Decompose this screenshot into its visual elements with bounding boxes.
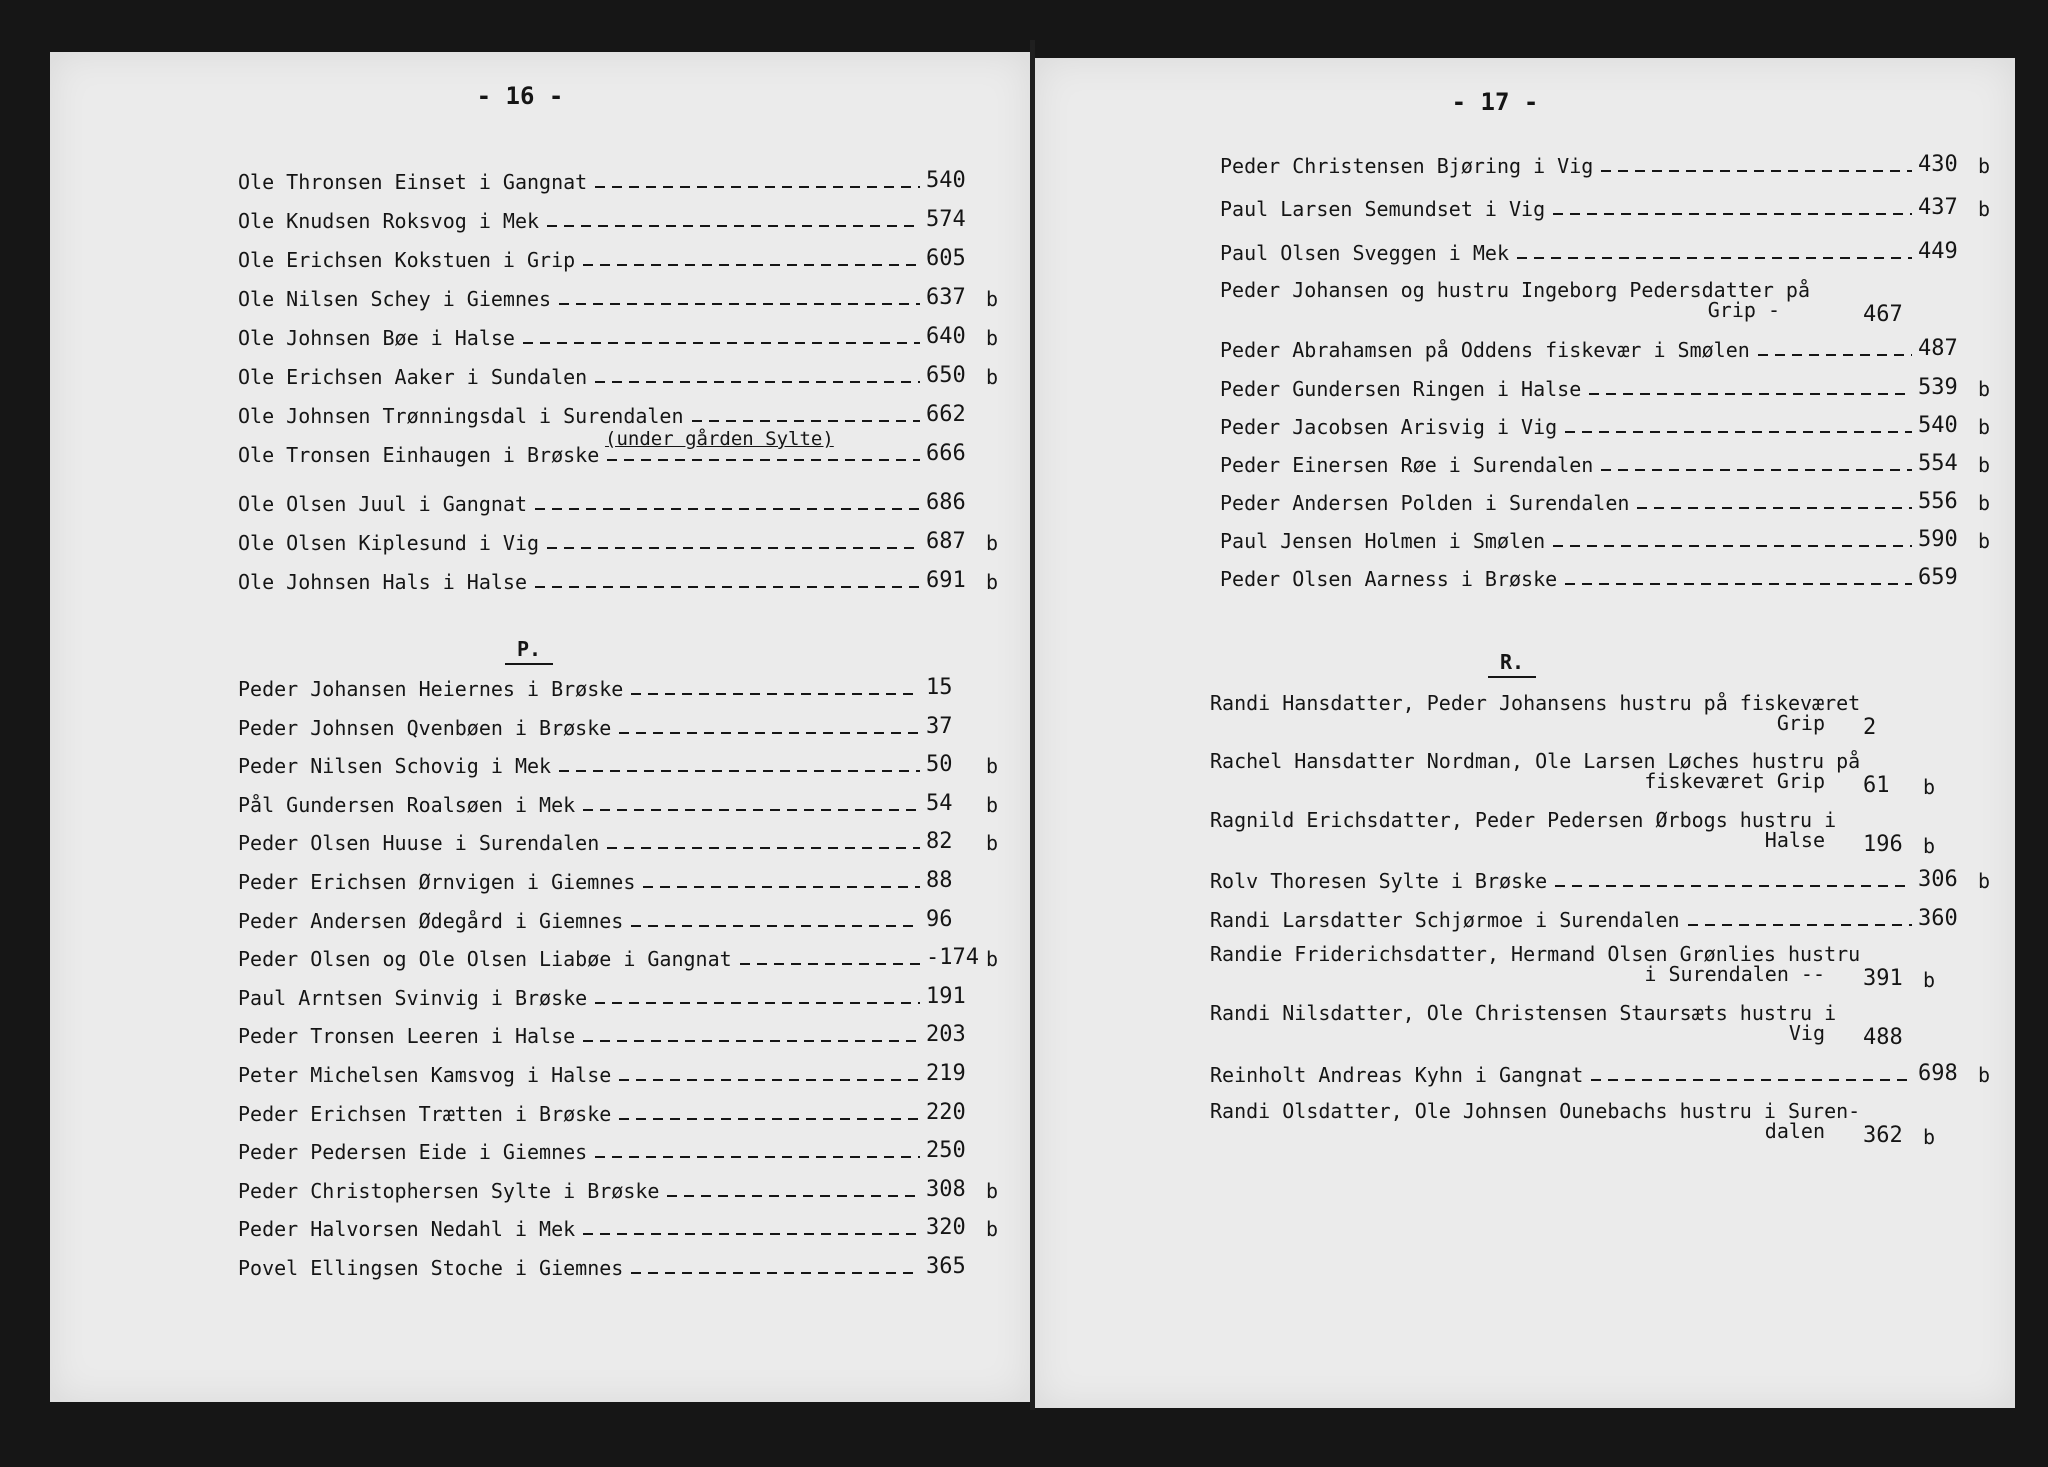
entry-page-number: 540 (926, 168, 966, 193)
entry-name: Peder Christensen Bjøring i Vig (1220, 154, 1594, 178)
entry-page-number: 666 (926, 441, 966, 466)
index-entry (238, 570, 1008, 592)
entry-name-line2: Vig (1788, 1021, 1825, 1045)
entry-page-number: 15 (926, 675, 953, 700)
entry-page-number: 2 (1863, 715, 1877, 740)
entry-page-number: 539 (1918, 375, 1958, 400)
index-entry (1220, 529, 2000, 551)
entry-name: Randi Larsdatter Schjørmoe i Surendalen (1210, 908, 1680, 932)
index-entry (238, 170, 1008, 192)
entry-page-number: 54 (926, 790, 953, 816)
entry-page-number: 196 (1863, 832, 1903, 857)
entry-name-line1: Randi Olsdatter, Ole Johnsen Ounebachs hustru i Suren- (1210, 1099, 1861, 1123)
entry-name: Peder Erichsen Ørnvigen i Giemnes (238, 870, 636, 894)
dot-leader (595, 1002, 920, 1004)
entry-name: Ole Johnsen Trønningsdal i Surendalen (238, 404, 684, 428)
entry-page-number: 605 (926, 246, 966, 271)
entry-suffix: b (1978, 154, 1991, 178)
index-entry (1220, 567, 2000, 589)
dot-leader (547, 547, 920, 549)
entry-name: Ole Erichsen Aaker i Sundalen (238, 365, 588, 389)
entry-page-number: 437 (1918, 195, 1958, 220)
index-entry (238, 752, 1008, 779)
right-index-entries (1035, 58, 2015, 1408)
left-index-entries (50, 52, 1030, 1402)
entry-suffix: b (1978, 1063, 1991, 1087)
entry-page-number: 467 (1863, 302, 1903, 327)
entry-name: Ole Olsen Kiplesund i Vig (238, 531, 540, 555)
entry-page-number: 365 (926, 1254, 966, 1279)
index-entry (1220, 154, 2000, 176)
entry-name: Peder Tronsen Leeren i Halse (238, 1024, 576, 1049)
entry-name-line2: fiskeværet Grip (1644, 769, 1825, 793)
entry-page-number: 698 (1918, 1061, 1958, 1086)
entry-page-number: 556 (1918, 489, 1958, 514)
entry-page-number: 191 (926, 983, 966, 1009)
index-entry (238, 1022, 1008, 1049)
entry-suffix: b (1978, 197, 1991, 221)
dot-leader (619, 732, 920, 734)
entry-suffix: b (1978, 453, 1991, 477)
index-entry (238, 1215, 1008, 1242)
entry-page-number: 220 (926, 1099, 966, 1125)
index-entry (238, 1176, 1008, 1203)
entry-name-line1: Randi Nilsdatter, Ole Christensen Staursæts hustru i (1210, 1001, 1837, 1025)
entry-name: Povel Ellingsen Stoche i Giemnes (238, 1256, 624, 1280)
dot-leader (1758, 354, 1912, 356)
dot-leader (1637, 507, 1912, 509)
dot-leader (692, 420, 920, 422)
entry-name-line2: Grip (1776, 711, 1825, 735)
index-entry-multiline (1210, 808, 1837, 852)
index-entry-multiline (1210, 691, 1861, 735)
index-entry (238, 404, 1008, 426)
left-page (50, 52, 1030, 1402)
entry-name: Peter Michelsen Kamsvog i Halse (238, 1063, 612, 1087)
index-entry (238, 365, 1008, 387)
entry-page-number: 449 (1918, 239, 1958, 264)
dot-leader (547, 225, 920, 227)
entry-name: Peder Halvorsen Nedahl i Mek (238, 1217, 576, 1242)
entry-page-number: 650 (926, 363, 966, 388)
dot-leader (607, 847, 920, 849)
dot-leader (1565, 431, 1912, 433)
dot-leader (595, 1156, 920, 1158)
entry-page-number: 540 (1918, 413, 1958, 438)
entry-name: Peder Johnsen Qvenbøen i Brøske (238, 715, 612, 740)
entry-name: Peder Olsen Aarness i Brøske (1220, 567, 1558, 591)
entry-name: Peder Abrahamsen på Oddens fiskevær i Smølen (1220, 338, 1750, 362)
entry-suffix: b (986, 570, 999, 594)
dot-leader (1688, 924, 1912, 926)
entry-page-number: 96 (926, 906, 953, 932)
dot-leader (1565, 583, 1912, 585)
index-entry (1220, 415, 2000, 437)
entry-suffix: b (986, 531, 999, 555)
dot-leader (559, 303, 920, 305)
entry-name: Ole Johnsen Hals i Halse (238, 570, 527, 594)
entry-suffix: b (986, 1217, 999, 1242)
entry-name-line2: dalen (1764, 1119, 1825, 1143)
index-entry-multiline (1220, 278, 1811, 322)
dot-leader (1553, 213, 1912, 215)
index-entry (1220, 491, 2000, 513)
entry-name-line2: Halse (1764, 828, 1825, 852)
entry-name: Peder Olsen Huuse i Surendalen (238, 831, 600, 856)
dot-leader (583, 809, 920, 811)
entry-suffix: b (1923, 834, 1936, 858)
entry-page-number: 320 (926, 1215, 966, 1241)
entry-name: Paul Larsen Semundset i Vig (1220, 197, 1546, 221)
entry-page-number: 430 (1918, 152, 1958, 177)
index-entry (1210, 908, 2000, 930)
entry-name: Peder Andersen Polden i Surendalen (1220, 491, 1630, 515)
entry-name: Peder Pedersen Eide i Giemnes (238, 1140, 588, 1165)
index-entry (1210, 869, 2000, 891)
entry-name: Paul Arntsen Svinvig i Brøske (238, 985, 588, 1010)
entry-name: Reinholt Andreas Kyhn i Gangnat (1210, 1063, 1584, 1087)
entry-page-number: 250 (926, 1138, 966, 1164)
note-under-gaarden: (under gården Sylte) (605, 428, 834, 450)
dot-leader (1553, 545, 1912, 547)
entry-name: Ole Knudsen Roksvog i Mek (238, 209, 540, 233)
dot-leader (631, 693, 920, 695)
entry-name-line1: Randie Friderichsdatter, Hermand Olsen Grønlies hustru (1210, 942, 1861, 966)
entry-name: Peder Nilsen Schovig i Mek (238, 754, 552, 779)
dot-leader (607, 459, 920, 461)
entry-page-number: 691 (926, 568, 966, 593)
entry-name-line2: i Surendalen -- (1644, 962, 1825, 986)
entry-page-number: -174 (926, 945, 979, 971)
entry-name-line2: Grip - (1707, 298, 1780, 322)
index-entry (238, 713, 1008, 740)
entry-name: Rolv Thoresen Sylte i Brøske (1210, 869, 1548, 893)
entry-page-number: 82 (926, 829, 953, 855)
dot-leader (1591, 1079, 1912, 1081)
index-entry (238, 906, 1008, 933)
index-entry (1220, 338, 2000, 360)
entry-suffix: b (986, 1178, 999, 1203)
index-entry (238, 829, 1008, 856)
entry-name-line1: Peder Johansen og hustru Ingeborg Pedersdatter på (1220, 278, 1811, 302)
section-letter-r: R. (1488, 650, 1536, 678)
index-entry (238, 209, 1008, 231)
right-page (1035, 58, 2015, 1408)
dot-leader (643, 886, 920, 888)
index-entry (238, 492, 1008, 514)
dot-leader (535, 508, 920, 510)
entry-name: Peder Christophersen Sylte i Brøske (238, 1178, 660, 1203)
entry-suffix: b (986, 792, 999, 817)
entry-page-number: 574 (926, 207, 966, 232)
dot-leader (535, 586, 920, 588)
index-entry (238, 531, 1008, 553)
index-entry-multiline (1210, 1099, 1861, 1143)
dot-leader (583, 1233, 920, 1235)
entry-suffix: b (1978, 529, 1991, 553)
entry-page-number: 88 (926, 868, 953, 893)
entry-suffix: b (1923, 1125, 1936, 1149)
entry-name: Peder Jacobsen Arisvig i Vig (1220, 415, 1558, 439)
entry-suffix: b (986, 287, 999, 311)
dot-leader (1601, 170, 1912, 172)
entry-page-number: 219 (926, 1061, 966, 1086)
index-entry (238, 1256, 1008, 1278)
entry-name: Peder Olsen og Ole Olsen Liabøe i Gangnat (238, 947, 732, 972)
entry-suffix: b (986, 831, 999, 856)
entry-name: Peder Einersen Røe i Surendalen (1220, 453, 1594, 477)
index-entry (238, 870, 1008, 892)
entry-name: Paul Jensen Holmen i Smølen (1220, 529, 1546, 553)
entry-page-number: 590 (1918, 527, 1958, 552)
dot-leader (619, 1118, 920, 1120)
entry-page-number: 203 (926, 1022, 966, 1048)
entry-page-number: 662 (926, 402, 966, 427)
index-entry (238, 790, 1008, 817)
page-number-17: - 17 - (1451, 88, 1539, 116)
entry-page-number: 488 (1863, 1025, 1903, 1050)
entry-name: Ole Erichsen Kokstuen i Grip (238, 248, 576, 272)
dot-leader (631, 925, 920, 927)
index-entry (238, 1063, 1008, 1085)
entry-suffix: b (986, 754, 999, 779)
dot-leader (619, 1079, 920, 1081)
dot-leader (523, 342, 920, 344)
index-entry (1220, 377, 2000, 399)
entry-name-line1: Rachel Hansdatter Nordman, Ole Larsen Løches hustru på (1210, 749, 1861, 773)
dot-leader (1589, 393, 1912, 395)
entry-name: Peder Andersen Ødegård i Giemnes (238, 908, 624, 933)
index-entry (238, 326, 1008, 348)
entry-suffix: b (1978, 869, 1991, 893)
page-number-16: - 16 - (476, 82, 564, 110)
entry-page-number: 61 (1863, 773, 1890, 798)
entry-suffix: b (1923, 968, 1936, 992)
entry-name: Ole Tronsen Einhaugen i Brøske (238, 443, 600, 467)
index-entry (238, 945, 1008, 972)
dot-leader (559, 770, 920, 772)
index-entry (238, 287, 1008, 309)
entry-name: Peder Johansen Heiernes i Brøske (238, 677, 624, 701)
entry-page-number: 362 (1863, 1123, 1903, 1148)
entry-page-number: 308 (926, 1176, 966, 1202)
entry-name: Ole Nilsen Schey i Giemnes (238, 287, 552, 311)
dot-leader (740, 963, 920, 965)
dot-leader (583, 264, 920, 266)
entry-page-number: 659 (1918, 565, 1958, 590)
section-letter-p: P. (505, 637, 553, 665)
entry-name: Ole Olsen Juul i Gangnat (238, 492, 527, 516)
entry-suffix: b (986, 365, 999, 389)
entry-page-number: 487 (1918, 336, 1958, 361)
entry-page-number: 637 (926, 285, 966, 310)
dot-leader (1517, 257, 1912, 259)
dot-leader (583, 1040, 920, 1042)
index-entry (238, 248, 1008, 270)
dot-leader (595, 186, 920, 188)
index-entry (238, 677, 1008, 699)
entry-name-line1: Randi Hansdatter, Peder Johansens hustru på fiskeværet (1210, 691, 1861, 715)
index-entry-multiline (1210, 749, 1861, 793)
dot-leader (595, 381, 920, 383)
dot-leader (1601, 469, 1912, 471)
entry-name: Ole Thronsen Einset i Gangnat (238, 170, 588, 194)
dot-leader (631, 1272, 920, 1274)
entry-page-number: 50 (926, 752, 953, 778)
entry-suffix: b (1978, 377, 1991, 401)
index-entry (238, 1138, 1008, 1165)
entry-page-number: 686 (926, 490, 966, 515)
index-entry (238, 983, 1008, 1010)
index-entry-multiline (1210, 942, 1861, 986)
entry-page-number: 640 (926, 324, 966, 349)
entry-page-number: 306 (1918, 867, 1958, 892)
dot-leader (667, 1195, 920, 1197)
index-entry (1220, 241, 2000, 263)
entry-suffix: b (1978, 491, 1991, 515)
entry-name: Peder Gundersen Ringen i Halse (1220, 377, 1582, 401)
dot-leader (1555, 885, 1912, 887)
index-entry (1220, 197, 2000, 219)
index-entry-multiline (1210, 1001, 1837, 1045)
entry-name: Peder Erichsen Trætten i Brøske (238, 1101, 612, 1126)
entry-page-number: 554 (1918, 451, 1958, 476)
entry-name-line1: Ragnild Erichsdatter, Peder Pedersen Ørbogs hustru i (1210, 808, 1837, 832)
entry-page-number: 360 (1918, 906, 1958, 931)
entry-page-number: 37 (926, 713, 953, 739)
entry-name: Paul Olsen Sveggen i Mek (1220, 241, 1509, 265)
entry-suffix: b (986, 326, 999, 350)
index-entry (1220, 453, 2000, 475)
index-entry (1210, 1063, 2000, 1085)
entry-page-number: 687 (926, 529, 966, 554)
entry-suffix: b (1923, 775, 1936, 799)
entry-page-number: 391 (1863, 966, 1903, 991)
index-entry (238, 1099, 1008, 1126)
entry-suffix: b (1978, 415, 1991, 439)
entry-name: Pål Gundersen Roalsøen i Mek (238, 792, 576, 817)
entry-suffix: b (986, 947, 999, 972)
entry-name: Ole Johnsen Bøe i Halse (238, 326, 515, 350)
